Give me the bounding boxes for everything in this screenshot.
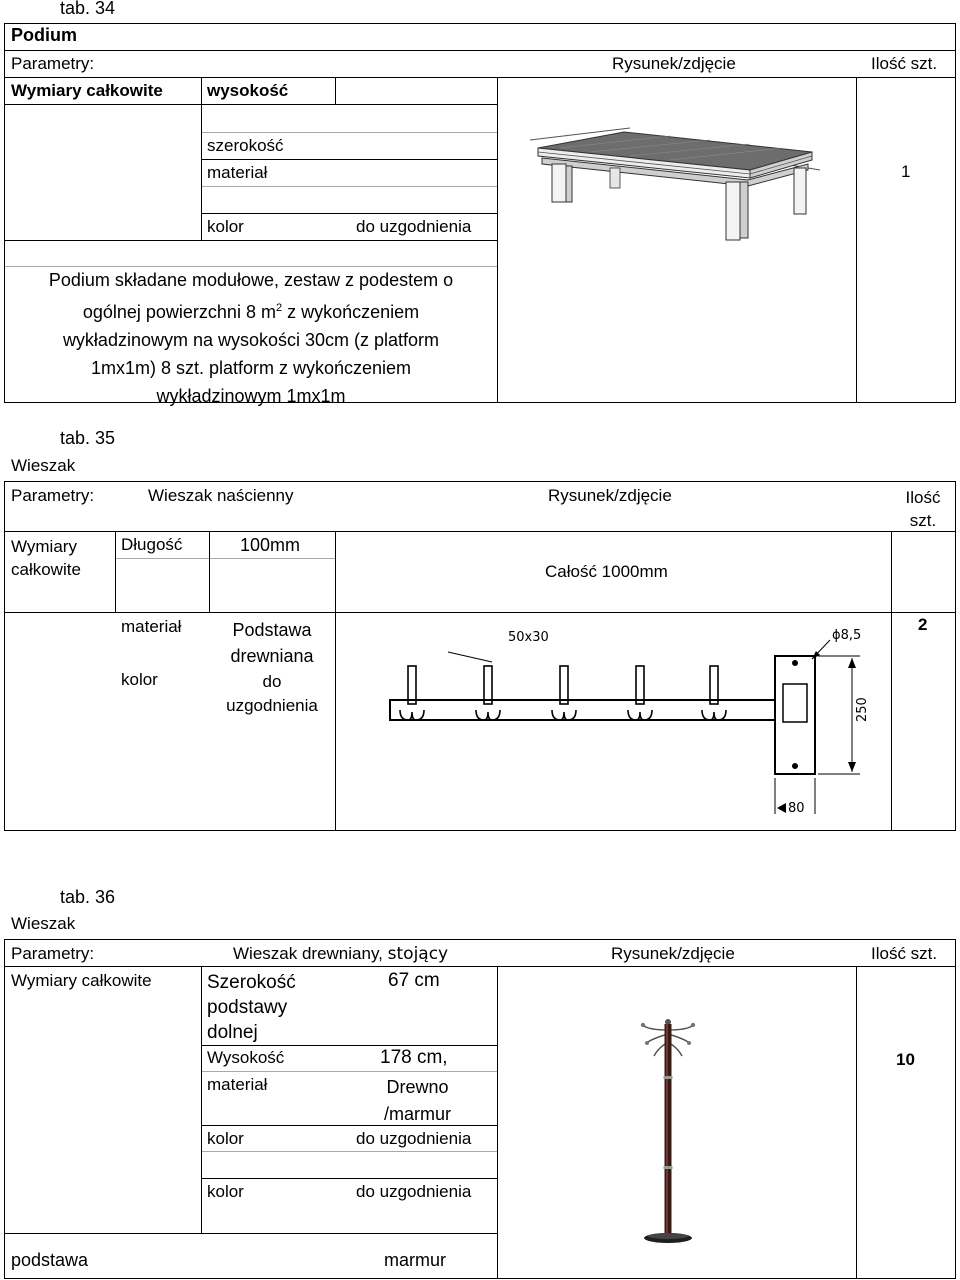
tab36-material-value: Drewno /marmur xyxy=(384,1077,451,1124)
desc-line: ogólnej powierzchni 8 $m^2$ z wykończeniem xyxy=(82,302,420,322)
tab36-base-width-label: Szerokość podstawy dolnej xyxy=(207,972,296,1043)
tab35-color-value: do uzgodnienia xyxy=(226,672,318,715)
hole-dim-label: ϕ8,5 xyxy=(832,628,862,643)
tab36-type-value: Wieszak drewniany, stojący xyxy=(233,944,449,964)
height-dim-label: 250 xyxy=(855,697,870,722)
tab35-material-value: Podstawa drewniana xyxy=(230,620,314,666)
coat-stand-image xyxy=(630,1016,710,1248)
tab36-caption: tab. 36 xyxy=(60,887,116,907)
tab35-caption: tab. 35 xyxy=(60,428,116,448)
width-dim-label: 80 xyxy=(788,801,805,816)
tab35-color-label: kolor xyxy=(121,670,158,689)
tab34-drawing-header: Rysunek/zdjęcie xyxy=(612,54,736,73)
desc-line: Podium składane modułowe, zestaw z podestem o xyxy=(48,270,454,290)
tab36-base-label: podstawa xyxy=(11,1250,89,1270)
tab36-base-value: marmur xyxy=(384,1250,446,1270)
tab35-params-label: Parametry: xyxy=(11,486,95,505)
wall-hanger-drawing xyxy=(340,614,890,828)
tab36-qty-header: Ilość szt. xyxy=(871,944,938,963)
tab36-title: Wieszak xyxy=(11,914,76,933)
podium-image xyxy=(520,118,830,248)
tab34-caption: tab. 34 xyxy=(60,0,116,18)
tab34-height-label: wysokość xyxy=(207,81,289,100)
tab36-color-label-2: kolor xyxy=(207,1182,244,1201)
tab34-width-label: szerokość xyxy=(207,136,284,155)
tab34-quantity: 1 xyxy=(901,162,911,181)
desc-line: wykładzinowym 1mx1m xyxy=(156,386,346,406)
tab35-qty-header: Ilość szt. xyxy=(905,488,941,530)
tab36-color-label: kolor xyxy=(207,1129,244,1148)
tab34-dims-label: Wymiary całkowite xyxy=(11,81,163,100)
tab35-material-label: materiał xyxy=(121,617,182,636)
tab34-title: Podium xyxy=(11,25,77,45)
tab35-title: Wieszak xyxy=(11,456,76,475)
tab36-material-label: materiał xyxy=(207,1075,268,1094)
tab34-color-value: do uzgodnienia xyxy=(356,217,472,236)
tab35-length-value: 100mm xyxy=(240,535,301,555)
tab34-material-label: materiał xyxy=(207,163,268,182)
tab36-params-label: Parametry: xyxy=(11,944,95,963)
tab36-quantity: 10 xyxy=(896,1050,915,1069)
tab34-color-label: kolor xyxy=(207,217,244,236)
tab36-height-label: Wysokość xyxy=(207,1048,285,1067)
tab36-drawing-header: Rysunek/zdjęcie xyxy=(611,944,735,963)
tab36-base-width-value: 67 cm xyxy=(388,970,440,991)
tab35-type-value: Wieszak naścienny xyxy=(148,486,294,505)
tab36-dims-label: Wymiary całkowite xyxy=(11,971,152,990)
tab36-height-value: 178 cm, xyxy=(380,1047,448,1068)
tab35-total-note: Całość 1000mm xyxy=(545,562,668,581)
tab34-description xyxy=(8,266,494,410)
tab35-drawing-header: Rysunek/zdjęcie xyxy=(548,486,672,505)
tab34-params-label: Parametry: xyxy=(11,54,95,73)
tab35-dims-label: Wymiary całkowite xyxy=(11,537,81,579)
tab36-color-value-2: do uzgodnienia xyxy=(356,1182,472,1201)
tab34-qty-header: Ilość szt. xyxy=(871,54,938,73)
section-dim-label: 50x30 xyxy=(508,630,549,645)
tab36-color-value: do uzgodnienia xyxy=(356,1129,472,1148)
desc-line: 1mx1m) 8 szt. platform z wykończeniem xyxy=(90,358,412,378)
tab35-length-label: Długość xyxy=(121,535,183,554)
desc-line: wykładzinowym na wysokości 30cm (z platform xyxy=(62,330,440,350)
tab35-quantity: 2 xyxy=(918,615,928,634)
